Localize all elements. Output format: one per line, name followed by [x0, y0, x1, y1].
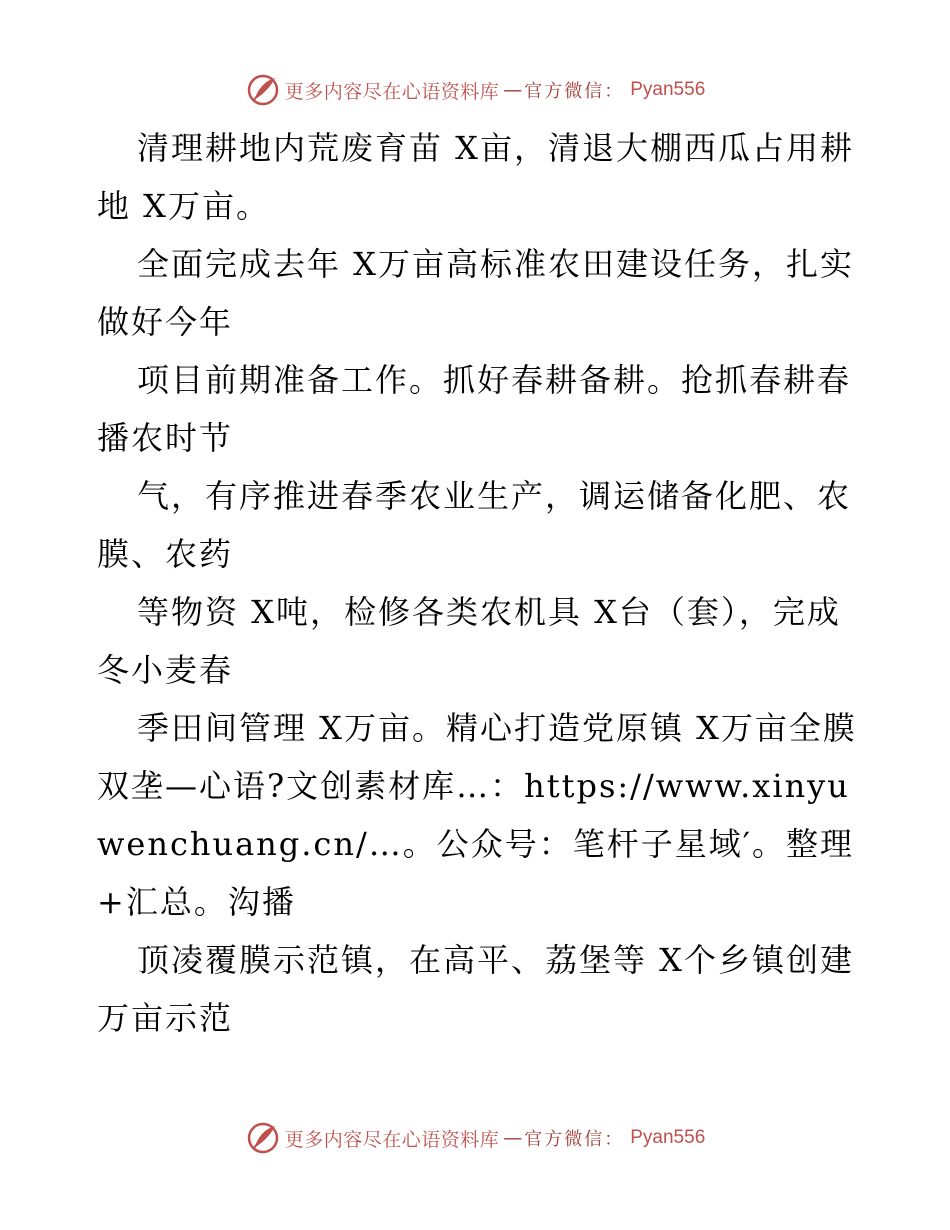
document-body	[97, 119, 857, 1047]
paragraph: 清理耕地内荒废育苗 X亩，清退大棚西瓜占用耕地 X万亩。	[97, 129, 854, 225]
footer-brand	[0, 1120, 950, 1156]
wechat-label: 官方微信：	[524, 1129, 625, 1150]
brand-separator: —	[503, 1127, 521, 1149]
quill-logo-icon	[245, 1120, 281, 1156]
header-brand	[0, 72, 950, 108]
paragraph: 气，有序推进春季农业生产，调运储备化肥、农膜、农药	[97, 477, 852, 573]
brand-text: 更多内容尽在心语资料库	[284, 80, 500, 103]
quill-logo-icon	[245, 72, 281, 108]
wechat-id: Pyan556	[630, 1127, 706, 1148]
brand-text: 更多内容尽在心语资料库	[284, 1128, 500, 1151]
wechat-id: Pyan556	[630, 79, 706, 100]
wechat-label: 官方微信：	[524, 81, 625, 102]
paragraph: 季田间管理 X万亩。精心打造党原镇 X万亩全膜双垄—心语?文创素材库…：https://www.xinyuwenchuang.cn/…。公众号：笔杆子星域′。整理+汇总。沟播	[97, 709, 857, 921]
paragraph: 全面完成去年 X万亩高标准农田建设任务，扎实做好今年	[97, 245, 854, 341]
paragraph: 顶凌覆膜示范镇，在高平、荔堡等 X个乡镇创建万亩示范	[97, 941, 854, 1037]
brand-separator: —	[503, 79, 521, 101]
paragraph: 等物资 X吨，检修各类农机具 X台（套），完成冬小麦春	[97, 593, 841, 689]
paragraph: 项目前期准备工作。抓好春耕备耕。抢抓春耕春播农时节	[97, 361, 852, 457]
